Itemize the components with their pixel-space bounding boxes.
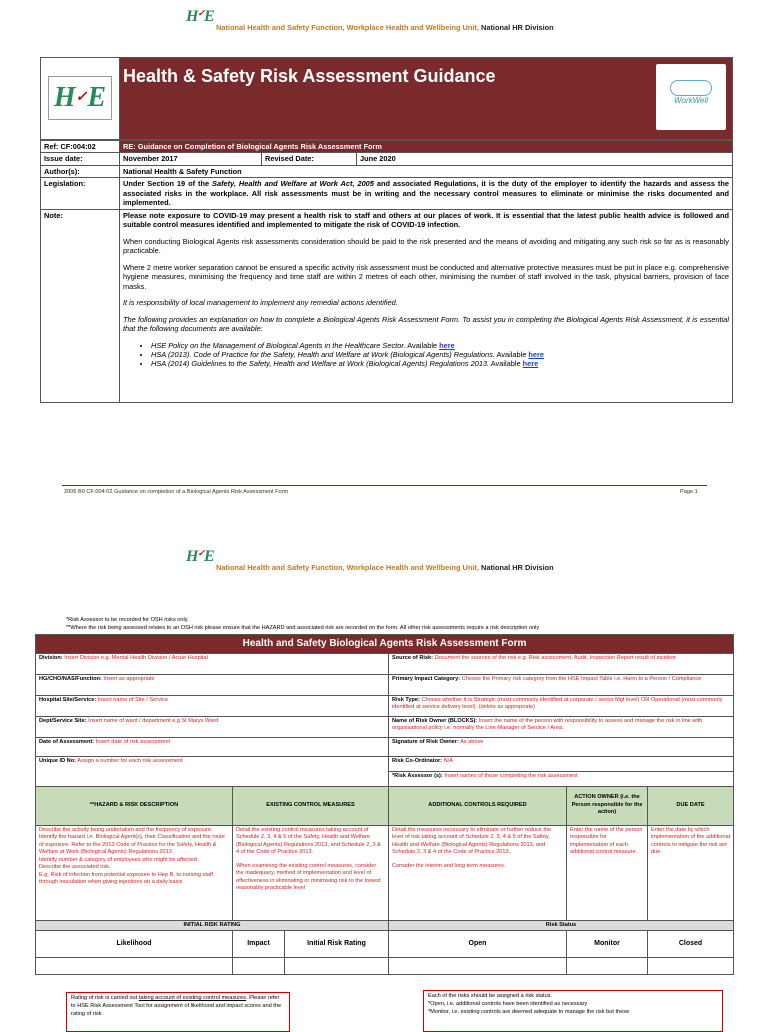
- dept-site-field[interactable]: Dept/Service Site: Insert name of ward / department e.g St Marys Ward: [36, 716, 389, 737]
- here-link[interactable]: here: [528, 349, 545, 359]
- assessment-date-field[interactable]: Date of Assessment: Insert date of risk assessment: [36, 737, 389, 756]
- org-header-orange: National Health and Safety Function, Workplace Health and Wellbeing Unit,: [216, 23, 479, 32]
- page-1-footer-rule: [62, 485, 707, 486]
- action-owner-cell[interactable]: Enter the name of the person responsible for implementation of each additional control measure.: [567, 825, 648, 920]
- initial-risk-rating-header: INITIAL RISK RATING: [36, 920, 389, 931]
- org-header-text: [216, 23, 554, 32]
- risk-assessment-form: [35, 634, 734, 975]
- hg-field[interactable]: HG/CHO/NAS/Function: Insert as appropriate: [36, 674, 389, 695]
- assessor-note: *Risk Assessor to be recorded for OSH risks only.: [66, 617, 189, 623]
- org-header-black: National HR Division: [481, 23, 554, 32]
- workwell-logo: [656, 64, 726, 130]
- closed-header: Closed: [648, 931, 734, 958]
- list-item: • HSE Policy on the Management of Biological Agents in the Healthcare Sector. Available here: [151, 341, 729, 350]
- note-paragraph-5: The following provides an explanation on how to complete a Biological Agents Risk Assessment Form. To assist you in completing the Biological Agents Risk Assessment, it is essential that the following documents are available:: [123, 314, 729, 334]
- revised-date-label: Revised Date:: [262, 153, 357, 165]
- author-label: Author(s):: [41, 165, 120, 177]
- risk-assessor-field[interactable]: *Risk Assessor (s): Insert names of those completing the risk assessment: [389, 771, 734, 786]
- revised-date-value: June 2020: [357, 153, 733, 165]
- note-paragraph-1: Please note exposure to COVID-19 may present a health risk to staff and others at our places of work. It is essential that the latest public health advice is followed and suitable control measures identified and implemented to mitigate the risk of COVID-19 infection.: [123, 210, 729, 230]
- list-item: • HSA (2013). Code of Practice for the Safety, Health and Welfare at Work (Biological Agents) Regulations. Available here: [151, 350, 729, 359]
- due-date-column-header: DUE DATE: [648, 786, 734, 825]
- action-owner-column-header: ACTION OWNER (i.e. the Person responsible for the action): [567, 786, 648, 825]
- here-link[interactable]: here: [439, 340, 455, 350]
- org-header-orange: National Health and Safety Function, Workplace Health and Wellbeing Unit,: [216, 563, 479, 572]
- workwell-logo-text: WorkWell: [673, 96, 709, 105]
- ref-label: Ref: CF:004:02: [41, 141, 120, 153]
- monitor-header: Monitor: [567, 931, 648, 958]
- page-2-org-header: [186, 548, 746, 576]
- impact-header: Impact: [233, 931, 285, 958]
- hse-logo-box: [41, 58, 120, 139]
- hse-logo-small: H✓E: [186, 8, 214, 25]
- hse-logo-small: H✓E: [186, 548, 214, 565]
- guidance-info-table: [40, 140, 733, 403]
- existing-controls-column-header: EXISTING CONTROL MEASURES: [233, 786, 389, 825]
- page-title: Health & Safety Risk Assessment Guidance: [123, 66, 496, 86]
- hazard-description-cell[interactable]: Describe the activity being undertaken and the frequency of exposure. Identify the hazard i.e. Biological Agent(s), their Classification and the route of exposure. Refer to the 2013 Code of Practice for the Safety, Health & Welfare at Work (Biological Agents) Regulations 2013 Identify number & category of employees who might be affected. Describe the associated risk. E.g. Risk of infection from potential exposure to Hep B, to nursing staff through inoculation when giving injections on a daily basis: [36, 825, 233, 920]
- additional-controls-column-header: ADDITIONAL CONTROLS REQUIRED: [389, 786, 567, 825]
- here-link[interactable]: here: [522, 359, 539, 369]
- form-title: Health and Safety Biological Agents Risk Assessment Form: [36, 635, 734, 654]
- page-separator: [0, 506, 768, 530]
- hse-logo-large: H✓E: [48, 76, 112, 120]
- title-banner: [40, 57, 733, 140]
- source-field[interactable]: Source of Risk: Document the sources of the risk e.g. Risk assessment, Audit, Inspection Report result of incident: [389, 653, 734, 674]
- org-header-black: National HR Division: [481, 563, 554, 572]
- re-text: RE: Guidance on Completion of Biological Agents Risk Assessment Form: [120, 141, 733, 153]
- open-header: Open: [389, 931, 567, 958]
- note-body: [120, 209, 733, 402]
- org-header-text: [216, 563, 554, 572]
- impact-input[interactable]: [233, 958, 285, 975]
- hazard-note: **Where the risk being assessed relates to an OSH risk please ensure that the HAZARD and associated risk are recorded on the form. All other risk assessments require a risk description only: [66, 625, 540, 631]
- issue-date-label: Issue date:: [41, 153, 120, 165]
- likelihood-header: Likelihood: [36, 931, 233, 958]
- open-input[interactable]: [389, 958, 567, 975]
- issue-date-value: November 2017: [120, 153, 262, 165]
- risk-owner-field[interactable]: Name of Risk Owner (BLOCKS): Insert the name of the person with responsibility to assess and manage the risk in line with organisational policy i.e. normally the Line Manager of Service / Area.: [389, 716, 734, 737]
- legislation-text: Under Section 19 of the Safety, Health and Welfare at Work Act, 2005 and associated Regulations, it is the duty of the employer to identify the hazards and assess the associated risks in the workplace. All risk assessments must be in writing and the necessary control measures to eliminate or minimise the risks documented and implemented.: [120, 178, 733, 209]
- reference-docs-list: [123, 341, 729, 369]
- legislation-label: Legislation:: [41, 178, 120, 209]
- existing-controls-cell[interactable]: Detail the existing control measures taking account of Schedule 2, 3, 4 & 5 of the Safety, Health and Welfare (Biological Agents) Regulations 2013, and Schedule 2, 3 & 4 of the Code of Practice 2013. When examining the existing control measures, consider the inadequacy, method of implementation and level of effectiveness in eliminating or minimising risk to the lowest reasonably practicable level: [233, 825, 389, 920]
- page-1-footer-right: Page 1: [680, 489, 698, 495]
- title-maroon-area: [120, 58, 732, 139]
- monitor-input[interactable]: [567, 958, 648, 975]
- division-field[interactable]: Division: Insert Division e.g. Mental Health Division / Acute Hospital: [36, 653, 389, 674]
- risk-coordinator-field[interactable]: Risk Co-Ordinator: N/A: [389, 756, 734, 771]
- due-date-cell[interactable]: Enter the date by which implementation of the additional controls to mitigate the risk are due.: [648, 825, 734, 920]
- risk-type-field[interactable]: Risk Type: Choose whether it is Strategic (most commonly identified at corporate / senior Mgt level) OR Operational (most commonly identified at service delivery level). (delete as appropriate): [389, 695, 734, 716]
- impact-category-field[interactable]: Primary Impact Category: Choose the Primary risk category from the HSE Impact Table i.e. Harm to a Person / Compliance: [389, 674, 734, 695]
- additional-controls-cell[interactable]: Detail the measures necessary to eliminate or further reduce the level of risk taking account of Schedule 2, 3, 4 & 5 of the Safety, Health and Welfare (Biological Agents) Regulations 2013, and Schedule 2, 3 & 4 of the Code of Practice 2013. Consider the interim and long term measures.: [389, 825, 567, 920]
- risk-status-header: Risk Status: [389, 920, 734, 931]
- hazard-column-header: **HAZARD & RISK DESCRIPTION: [36, 786, 233, 825]
- initial-risk-rating-input[interactable]: [285, 958, 389, 975]
- unique-id-field[interactable]: Unique ID No: Assign a number for each risk assessment: [36, 756, 389, 786]
- risk-rating-callout: Rating of risk is carried out taking account of existing control measures. Please refer to HSE Risk Assessment Tool for assignment of likelihood and impact scores and the rating of risk: [66, 992, 290, 1032]
- workwell-logo-icon: [670, 80, 712, 96]
- note-label: Note:: [41, 209, 120, 402]
- page-1-footer-left: 2006 B0 CF:004:02 Guidance on completion of a Biological Agents Risk Assessment Form: [64, 489, 289, 495]
- note-paragraph-4: It is responsibility of local management to implement any remedial actions identified.: [123, 298, 398, 308]
- owner-signature-field[interactable]: Signature of Risk Owner: As above: [389, 737, 734, 756]
- initial-risk-rating-col-header: Initial Risk Rating: [285, 931, 389, 958]
- hospital-site-field[interactable]: Hospital Site/Service: Insert name of Site / Service: [36, 695, 389, 716]
- list-item: • HSA (2014) Guidelines to the Safety, Health and Welfare at Work (Biological Agents) Regulations 2013. Available here: [151, 359, 729, 368]
- risk-status-callout: Each of the risks should be assigned a risk status. *Open, i.e. additional controls have been identified as necessary *Monitor, i.e. existing controls are deemed adequate to manage the risk but these: [423, 990, 723, 1032]
- note-paragraph-2: When conducting Biological Agents risk assessments consideration should be paid to the risk presented and the means of avoiding and mitigating any such risk so far as is reasonably practicable.: [123, 236, 729, 256]
- likelihood-input[interactable]: [36, 958, 233, 975]
- note-paragraph-3: Where 2 metre worker separation cannot be ensured a specific activity risk assessment must be conducted and alternative protective measures must be put in place e.g. comprehensive hygiene measures, minimising the frequency and time staff are within 2 metres of each other, minimising the number of staff involved in the task, physical barriers, provision of face masks.: [123, 262, 729, 291]
- closed-input[interactable]: [648, 958, 734, 975]
- page-1-org-header: [186, 8, 746, 36]
- author-value: National Health & Safety Function: [120, 165, 733, 177]
